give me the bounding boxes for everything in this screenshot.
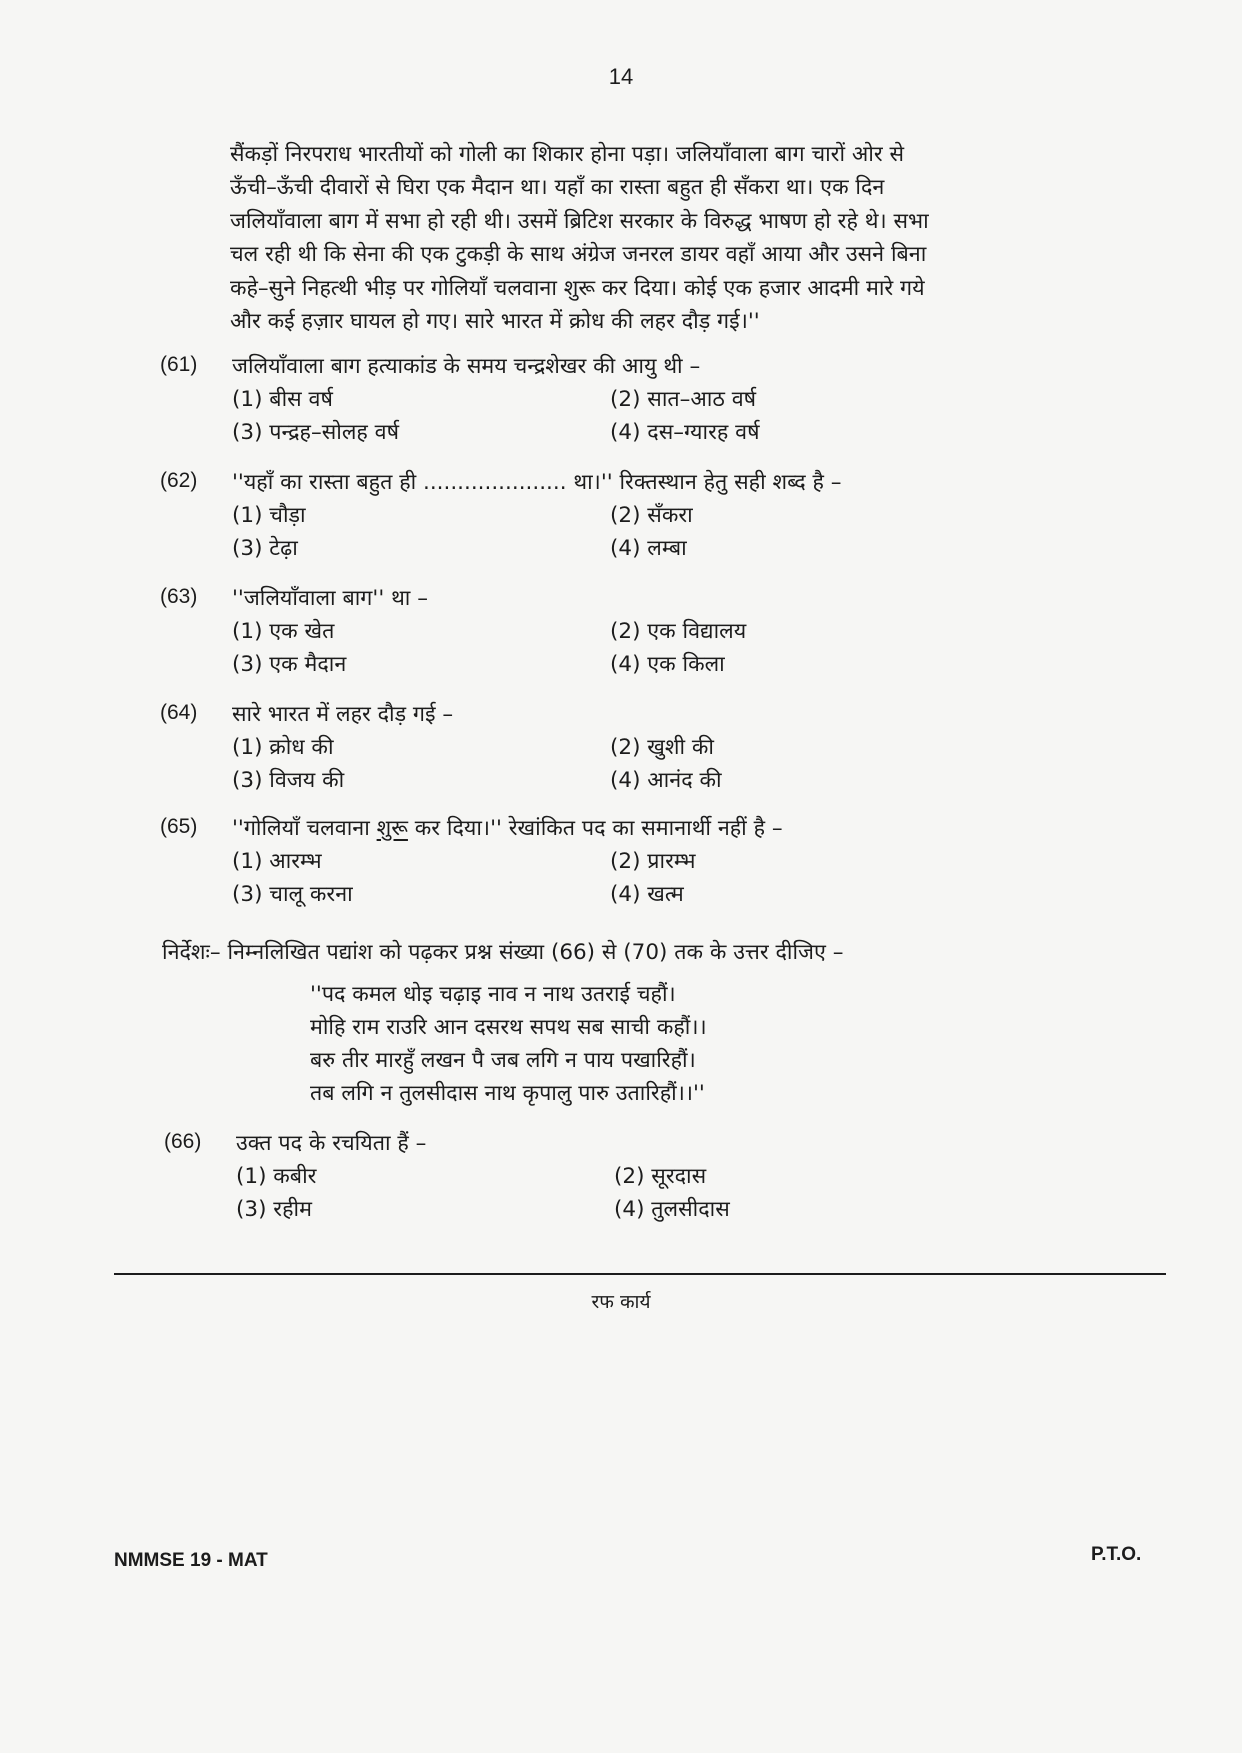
question-64 bbox=[160, 696, 1110, 796]
passage-line: चल रही थी कि सेना की एक टुकड़ी के साथ अंग्रेज जनरल डायर वहाँ आया और उसने बिना bbox=[230, 242, 927, 268]
passage bbox=[230, 138, 1106, 338]
question-text: सारे भारत में लहर दौड़ गई – bbox=[232, 701, 454, 727]
option-3: (3) विजय की bbox=[232, 768, 345, 793]
question-number: (61) bbox=[160, 353, 198, 376]
option-3: (3) रहीम bbox=[236, 1197, 312, 1222]
verse-line: ''पद कमल धोइ चढ़ाइ नाव न नाथ उतराई चहौं। bbox=[310, 982, 676, 1007]
verse-line: मोहि राम राउरि आन दसरथ सपथ सब साची कहौं।। bbox=[310, 1015, 707, 1040]
question-62 bbox=[160, 464, 1110, 564]
passage-line: जलियाँवाला बाग में सभा हो रही थी। उसमें ब्रिटिश सरकार के विरुद्ध भाषण हो रहे थे। सभा bbox=[230, 208, 929, 234]
option-2: (2) एक विद्यालय bbox=[610, 619, 747, 644]
paper-code: NMMSE 19 - MAT bbox=[114, 1550, 268, 1571]
option-1: (1) चौड़ा bbox=[232, 503, 306, 528]
passage-line: कहे–सुने निहत्थी भीड़ पर गोलियाँ चलवाना शुरू कर दिया। कोई एक हजार आदमी मारे गये bbox=[230, 275, 925, 301]
question-text: उक्त पद के रचयिता हैं – bbox=[236, 1130, 427, 1156]
question-number: (63) bbox=[160, 585, 198, 608]
verse-line: तब लगि न तुलसीदास नाथ कृपालु पारु उतारिहौं।।'' bbox=[310, 1081, 705, 1106]
question-number: (65) bbox=[160, 815, 198, 838]
option-1: (1) क्रोध की bbox=[232, 735, 334, 760]
question-text: ''जलियाँवाला बाग'' था – bbox=[232, 585, 428, 611]
option-1: (1) आरम्भ bbox=[232, 849, 322, 874]
option-3: (3) पन्द्रह–सोलह वर्ष bbox=[232, 420, 400, 445]
option-3: (3) एक मैदान bbox=[232, 652, 347, 677]
option-2: (2) खुशी की bbox=[610, 735, 714, 760]
option-2: (2) प्रारम्भ bbox=[610, 849, 696, 874]
passage-line: और कई हज़ार घायल हो गए। सारे भारत में क्रोध की लहर दौड़ गई।'' bbox=[230, 309, 760, 335]
page-number: 14 bbox=[608, 64, 634, 89]
option-4: (4) दस–ग्यारह वर्ष bbox=[610, 420, 760, 445]
question-number: (62) bbox=[160, 469, 198, 492]
question-number: (66) bbox=[164, 1130, 202, 1153]
option-2: (2) सूरदास bbox=[614, 1164, 707, 1189]
question-number: (64) bbox=[160, 701, 198, 724]
option-4: (4) एक किला bbox=[610, 652, 725, 677]
direction-text: निर्देशः– निम्नलिखित पद्यांश को पढ़कर प्रश्न संख्या (66) से (70) तक के उत्तर दीजिए – bbox=[162, 940, 844, 965]
question-text: ''यहाँ का रास्ता बहुत ही ..................... था।'' रिक्तस्थान हेतु सही शब्द है – bbox=[232, 469, 842, 495]
underlined-word: शुरू bbox=[376, 815, 408, 841]
option-3: (3) टेढ़ा bbox=[232, 536, 298, 561]
question-65 bbox=[160, 810, 1110, 910]
verse bbox=[310, 978, 1070, 1110]
option-4: (4) आनंद की bbox=[610, 768, 722, 793]
option-2: (2) सात–आठ वर्ष bbox=[610, 387, 757, 412]
option-2: (2) सँकरा bbox=[610, 503, 693, 528]
question-61 bbox=[160, 348, 1110, 448]
question-text-after: कर दिया।'' रेखांकित पद का समानार्थी नहीं है – bbox=[407, 815, 783, 841]
option-3: (3) चालू करना bbox=[232, 882, 353, 907]
passage-line: सैंकड़ों निरपराध भारतीयों को गोली का शिकार होना पड़ा। जलियाँवाला बाग चारों ओर से bbox=[230, 142, 905, 167]
option-4: (4) लम्बा bbox=[610, 536, 687, 561]
pto-label: P.T.O. bbox=[1091, 1544, 1142, 1565]
question-text-before: ''गोलियाँ चलवाना bbox=[232, 815, 377, 841]
option-1: (1) बीस वर्ष bbox=[232, 387, 333, 412]
question-66 bbox=[164, 1125, 1114, 1225]
verse-line: बरु तीर मारहुँ लखन पै जब लगि न पाय पखारिहौं। bbox=[310, 1048, 696, 1073]
rough-work-divider bbox=[114, 1273, 1166, 1275]
option-4: (4) खत्म bbox=[610, 882, 684, 907]
question-text: जलियाँवाला बाग हत्याकांड के समय चन्द्रशेखर की आयु थी – bbox=[232, 353, 701, 379]
question-63 bbox=[160, 580, 1110, 680]
option-1: (1) एक खेत bbox=[232, 619, 335, 644]
rough-work-label: रफ कार्य bbox=[591, 1291, 651, 1313]
question-text bbox=[232, 813, 1110, 842]
option-4: (4) तुलसीदास bbox=[614, 1197, 730, 1222]
option-1: (1) कबीर bbox=[236, 1164, 317, 1189]
passage-line: ऊँची–ऊँची दीवारों से घिरा एक मैदान था। यहाँ का रास्ता बहुत ही सँकरा था। एक दिन bbox=[230, 175, 885, 201]
